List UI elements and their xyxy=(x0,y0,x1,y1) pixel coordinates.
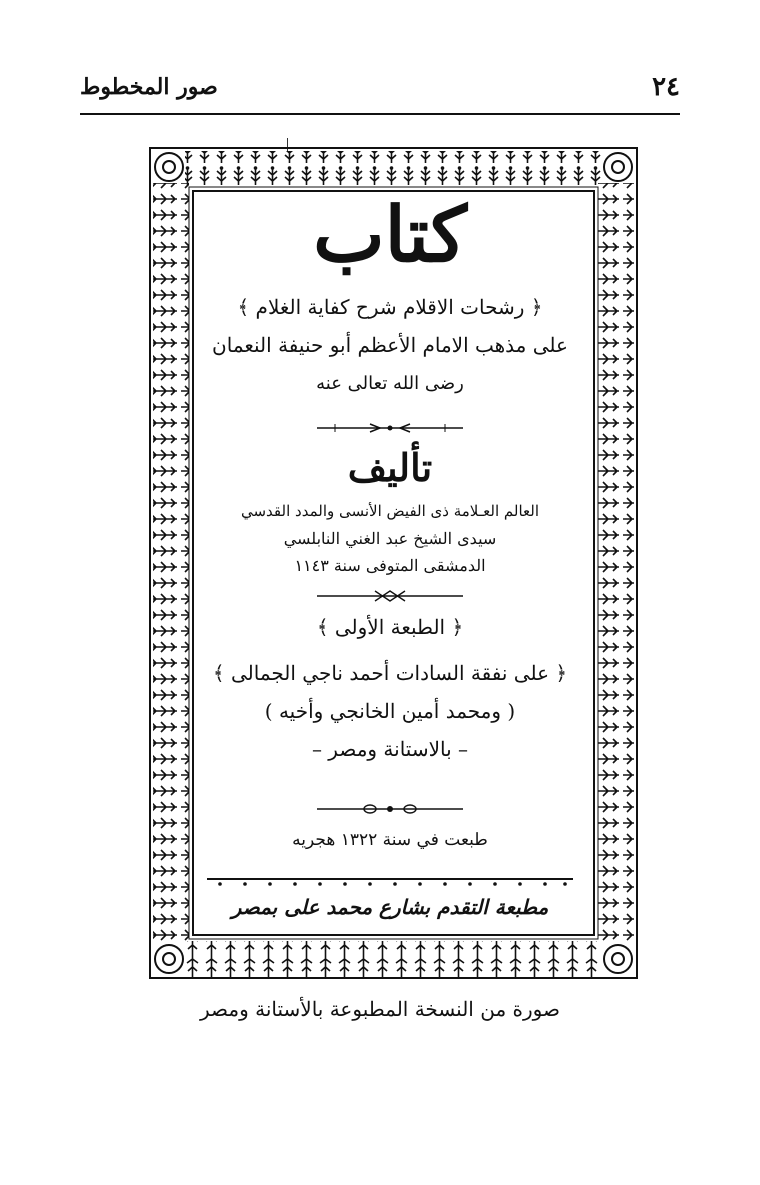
page-header xyxy=(80,70,680,106)
author-line1: العالم العـلامة ذى الفيض الأنسى والمدد القدسي xyxy=(240,502,539,520)
running-title: صور المخطوط xyxy=(80,74,218,100)
title-page-content xyxy=(195,190,585,930)
press-divider xyxy=(195,875,585,887)
author-death-date: الدمشقى المتوفى سنة ١١٤٣ xyxy=(294,556,486,575)
book-title-line2: على مذهب الامام الأعظم أبو حنيفة النعمان xyxy=(212,333,568,357)
book-word-kitab: كتاب xyxy=(313,190,467,279)
author-name: سيدى الشيخ عبد الغني النابلسي xyxy=(283,529,497,548)
publication-place: – بالاستانة ومصر – xyxy=(311,737,469,761)
publisher-line2: ( ومحمد أمين الخانجي وأخيه ) xyxy=(264,699,516,723)
header-rule xyxy=(80,113,680,115)
page-number: ٢٤ xyxy=(652,72,680,102)
authorship-heading: تأليف xyxy=(347,445,433,490)
edition-label: ﴿ الطبعة الأولى ﴾ xyxy=(316,615,464,639)
book-title-line3: رضى الله تعالى عنه xyxy=(316,373,464,394)
printing-press: مطبعة التقدم بشارع محمد على بمصر xyxy=(231,895,549,919)
ornament-divider xyxy=(195,590,585,602)
publisher-line1: ﴿ على نفقة السادات أحمد ناجي الجمالى ﴾ xyxy=(212,661,568,685)
ornament-divider xyxy=(195,422,585,434)
book-title: ﴿ رشحات الاقلام شرح كفاية الغلام ﴾ xyxy=(237,295,543,319)
figure-caption: صورة من النسخة المطبوعة بالأستانة ومصر xyxy=(200,997,560,1021)
print-year: طبعت في سنة ١٣٢٢ هجريه xyxy=(292,830,488,850)
ornament-divider xyxy=(195,803,585,815)
